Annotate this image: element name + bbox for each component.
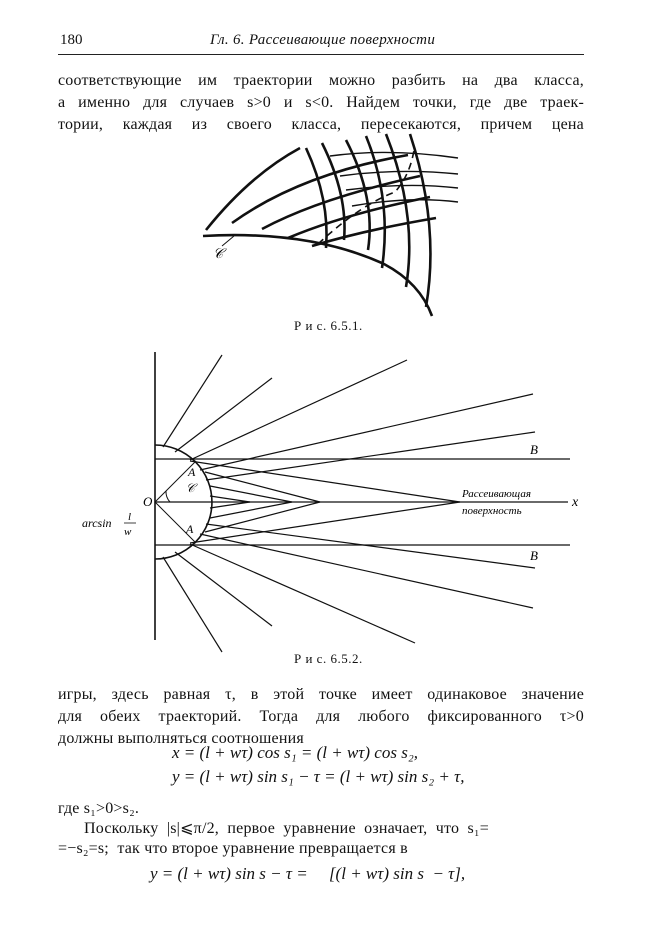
figure2-label-O: O <box>143 494 153 509</box>
figure2-label-C: 𝒞 <box>186 481 195 495</box>
paragraph-line: должны выполняться соотношения <box>58 730 304 747</box>
paragraph-line: для обеих траекторий. Тогда для любого фиксированного τ>0 <box>58 708 584 725</box>
figure2-label-arcsin: arcsin <box>82 516 112 530</box>
paragraph-line: а именно для случаев s>0 и s<0. Найдем точки, где две траек- <box>58 94 584 111</box>
figure1-caption: Р и с. 6.5.1. <box>294 318 363 333</box>
figure2-label-A: A <box>188 465 196 479</box>
figure2-surface-label: Рассеивающая <box>462 488 531 500</box>
figure1-curve-label: 𝒞 <box>213 247 224 262</box>
equation-2: y = (l + wτ) sin s₁ − τ = (l + wτ) sin s₂ + τ, <box>172 767 465 786</box>
paragraph-line: тории, каждая из своего класса, пересекаются, причем цена <box>58 116 584 133</box>
page-number: 180 <box>60 32 83 48</box>
figure2-label-B: B <box>530 548 538 563</box>
chapter-title: Гл. 6. Рассеивающие поверхности <box>210 32 436 48</box>
bottom-paragraph <box>58 684 584 750</box>
since-line-2: =−s₂=s; так что второе уравнение превращается в <box>58 840 408 857</box>
figure2-label-x: x <box>572 495 579 510</box>
paragraph-line: соответствующие им траектории можно разбить на два класса, <box>58 72 584 89</box>
figure2-fraction-numerator: l <box>128 511 132 523</box>
since-line-1: Поскольку |s|⩽π/2, первое уравнение означает, что s₁= <box>84 820 489 837</box>
final-equation: y = (l + wτ) sin s − τ = [(l + wτ) sin s − τ], <box>150 864 466 883</box>
figure2-label-A: A <box>186 522 194 536</box>
figure2-surface-label: поверхность <box>462 505 522 517</box>
where-line: где s₁>0>s₂. <box>58 800 140 817</box>
figure2-caption: Р и с. 6.5.2. <box>294 651 363 666</box>
figure2-fraction-denominator: w <box>124 526 132 538</box>
equation-1: x = (l + wτ) cos s₁ = (l + wτ) cos s₂, <box>172 743 418 762</box>
paragraph-line: игры, здесь равная τ, в этой точке имеет одинаковое значение <box>58 686 584 703</box>
figure2-label-B: B <box>530 442 538 457</box>
